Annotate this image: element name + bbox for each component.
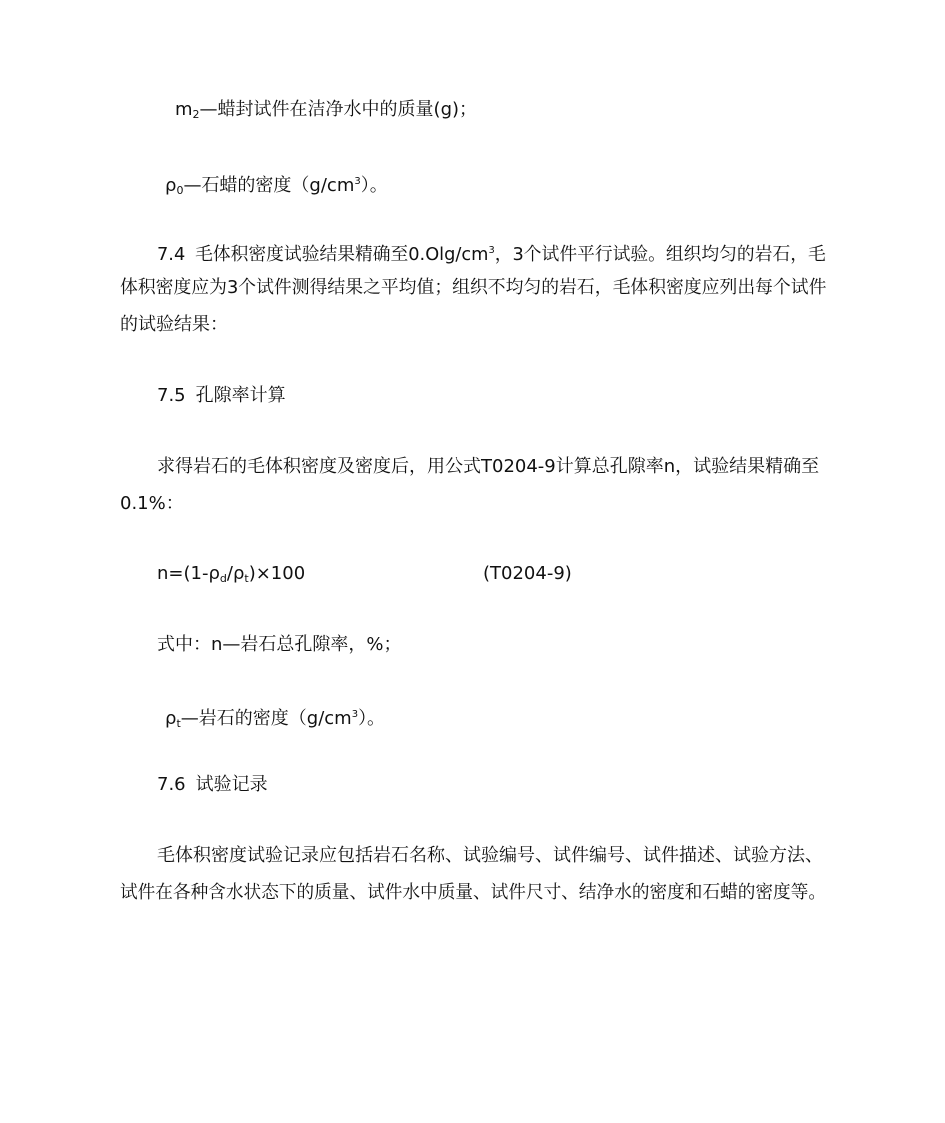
formula-tag: (T0204-9): [483, 563, 572, 584]
section-7-6-number: 7.6: [157, 774, 186, 795]
section-7-4-line-1: [157, 239, 826, 267]
record-paragraph-line-2: 试件在各种含水状态下的质量、试件水中质量、试件尺寸、结净水的密度和石蜡的密度等。: [120, 882, 826, 903]
section-7-4-number: 7.4: [157, 244, 186, 265]
section-7-4-text-a: 毛体积密度试验结果精确至0.Olg/cm: [195, 244, 489, 265]
formula-subscript-d: d: [219, 572, 227, 585]
rho0-superscript: 3: [354, 176, 361, 187]
section-7-6-title: 试验记录: [195, 774, 268, 795]
section-7-4-line-2: 体积密度应为3个试件测得结果之平均值；组织不均匀的岩石，毛体积密度应列出每个试件: [120, 277, 827, 298]
porosity-formula: [157, 562, 857, 591]
m2-definition: [175, 98, 477, 127]
section-7-5-heading: [157, 384, 286, 408]
formula-part-c: )×100: [248, 563, 306, 584]
formula-subscript-t: t: [244, 572, 249, 585]
formula-part-b: /ρ: [226, 563, 245, 584]
rho0-subscript: 0: [176, 184, 184, 197]
rhot-definition: [165, 703, 385, 736]
section-7-4-superscript: 3: [488, 245, 495, 256]
section-7-4-text-b: ，3个试件平行试验。组织均匀的岩石，毛: [494, 244, 826, 265]
m2-text: —蜡封试件在洁净水中的质量(g)；: [199, 99, 478, 120]
section-7-6-heading: [157, 773, 268, 797]
porosity-paragraph-line-1: 求得岩石的毛体积密度及密度后，用公式T0204-9计算总孔隙率n，试验结果精确至: [157, 456, 820, 477]
rho0-text: —石蜡的密度（g/cm: [183, 175, 355, 196]
record-paragraph-line-1: 毛体积密度试验记录应包括岩石名称、试验编号、试件编号、试件描述、试验方法、: [157, 845, 823, 866]
rhot-subscript: t: [176, 717, 181, 730]
section-7-4-line-3: 的试验结果：: [120, 314, 228, 335]
rhot-superscript: 3: [351, 709, 359, 720]
rho0-definition: [165, 170, 388, 203]
rho0-symbol: ρ: [165, 175, 177, 196]
rhot-text: —岩石的密度（g/cm: [180, 708, 352, 729]
where-clause: 式中：n—岩石总孔隙率，%；: [157, 634, 402, 655]
section-7-5-number: 7.5: [157, 385, 186, 406]
rho0-end: ）。: [360, 175, 388, 196]
rhot-end: ）。: [358, 708, 386, 729]
section-7-5-title: 孔隙率计算: [195, 385, 286, 406]
m2-subscript: 2: [192, 108, 200, 121]
m2-symbol: m: [175, 99, 193, 120]
porosity-paragraph-line-2: 0.1%：: [120, 493, 184, 514]
rhot-symbol: ρ: [165, 708, 177, 729]
formula-part-a: n=(1-ρ: [157, 563, 220, 584]
